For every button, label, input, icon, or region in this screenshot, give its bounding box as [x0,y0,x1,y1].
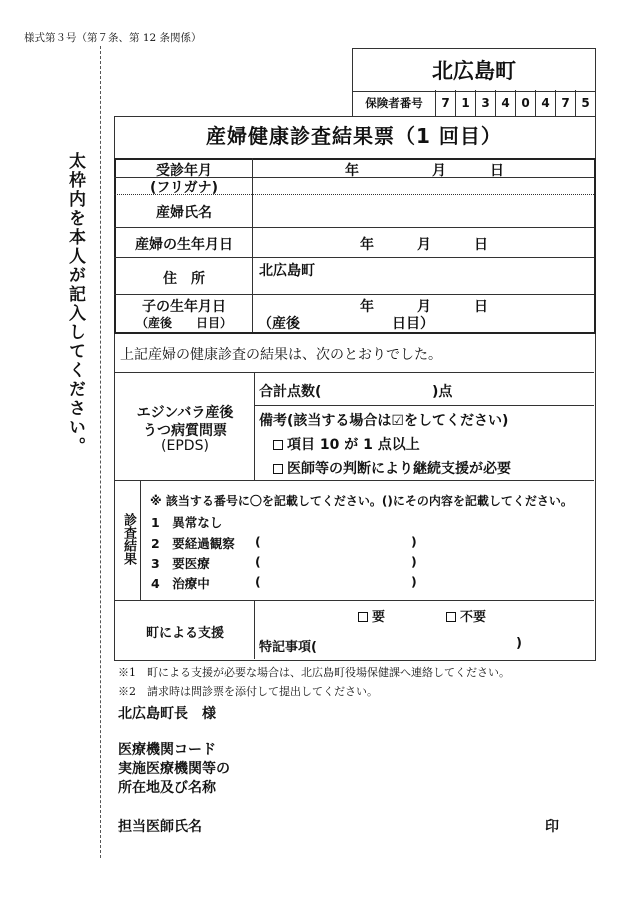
checkbox-icon[interactable] [273,440,283,450]
child-birth-month: 月 [417,299,431,315]
result-item-3-close: ) [411,554,417,569]
support-needed-text: 要 [372,610,386,625]
column-divider [252,158,253,332]
support-notes-field[interactable] [330,634,514,654]
birthdate-label: 産婦の生年月日 [135,237,233,253]
exam-date-year: 年 [345,163,359,179]
support-notes-prefix: 特記事項( [259,640,317,655]
section-divider [114,600,594,601]
insurer-number-label: 保険者番号 [353,90,436,116]
epds-option-2[interactable] [273,458,511,478]
exam-date-label: 受診年月 [156,163,212,179]
epds-option-2-text: 医師等の判断により継続支援が必要 [287,461,511,477]
address-label: 住 所 [163,271,205,287]
cut-line [100,46,101,858]
support-label: 町による支援 [145,626,224,641]
facility-code-label: 医療機関コード [118,742,216,758]
column-divider [140,480,141,600]
facility-name-label-1: 実施医療機関等の [118,761,230,777]
epds-score-suffix: )点 [432,384,453,400]
row-divider [114,227,594,228]
child-birth-label: 子の生年月日 [142,299,226,315]
birthdate-year: 年 [360,237,374,253]
footnote-2: ※2 請求時は問診票を添付して提出してください。 [118,685,378,698]
insurer-digit: 1 [456,90,476,116]
child-birth-year: 年 [360,299,374,315]
insurer-digit: 7 [556,90,576,116]
side-note: 太枠内を本人が記入してください。 [65,152,85,456]
support-notes-suffix: ) [516,636,522,651]
column-divider [254,600,255,659]
result-statement: 上記産婦の健康診査の結果は、次のとおりでした。 [120,347,442,363]
result-item-2[interactable]: 2 要経過観察 [151,536,235,551]
result-item-4-open: ( [255,574,261,589]
epds-label-line3: (EPDS) [161,438,209,454]
result-item-2-open: ( [255,534,261,549]
postpartum-prefix: （産後 [258,316,300,332]
insurer-number-row [352,90,596,117]
result-item-2-close: ) [411,534,417,549]
checkbox-icon[interactable] [358,612,368,622]
epds-score-prefix: 合計点数( [259,384,322,400]
result-item-4[interactable]: 4 治療中 [151,576,210,591]
epds-remarks-heading: 備考(該当する場合は☑をしてください) [259,413,509,429]
epds-label-line2: うつ病質問票 [143,423,227,439]
insurer-digit: 3 [476,90,496,116]
doctor-name-label: 担当医師氏名 [118,819,202,835]
epds-label-line1: エジンバラ産後 [136,405,234,421]
exam-date-month: 月 [432,163,446,179]
epds-option-1-text: 項目 10 が 1 点以上 [287,437,420,453]
insurer-digit: 5 [581,96,590,110]
result-item-4-close: ) [411,574,417,589]
result-item-1[interactable]: 1 異常なし [151,515,223,530]
postpartum-suffix: 日目） [392,316,434,332]
birthdate-day: 日 [474,237,488,253]
facility-name-label-2: 所在地及び名称 [118,780,216,796]
support-needed-option[interactable] [358,606,385,625]
row-divider [114,257,594,258]
seal-mark: 印 [545,819,559,835]
child-birth-day: 日 [474,299,488,315]
section-divider [114,372,594,373]
town-name: 北広島町 [352,48,596,92]
furigana-label: (フリガナ) [149,180,219,196]
addressee: 北広島町長 様 [118,706,216,722]
birthdate-month: 月 [417,237,431,253]
document-title: 産婦健康診査結果票（1 回目） [206,124,502,148]
epds-option-1[interactable] [273,434,420,454]
footnote-1: ※1 町による支援が必要な場合は、北広島町役場保健課へ連絡してください。 [118,666,510,679]
support-not-needed-option[interactable] [446,606,486,625]
results-label: 診査結果 [121,513,136,565]
insurer-digit: 7 [436,90,456,116]
furigana-field[interactable] [254,178,592,194]
name-label: 産婦氏名 [156,205,212,221]
insurer-digit: 4 [536,90,556,116]
checkbox-icon[interactable] [273,464,283,474]
exam-date-day: 日 [490,163,504,179]
column-divider [254,372,255,480]
row-divider [114,294,594,295]
form-code: 様式第３号（第７条、第 12 条関係） [24,32,202,44]
address-value[interactable]: 北広島町 [259,263,315,279]
name-field[interactable] [254,196,592,226]
result-item-3-open: ( [255,554,261,569]
result-item-3[interactable]: 3 要医療 [151,556,210,571]
results-instruction: ※ 該当する番号に〇を記載してください。()にその内容を記載してください。 [150,494,573,508]
support-not-needed-text: 不要 [460,610,487,625]
insurer-digit: 4 [496,90,516,116]
row-divider [254,405,594,406]
epds-score-field[interactable] [335,378,430,400]
checkbox-icon[interactable] [446,612,456,622]
child-postpartum-sublabel: （産後 日目） [135,316,232,330]
section-divider [114,480,594,481]
insurer-digit: 0 [516,90,536,116]
